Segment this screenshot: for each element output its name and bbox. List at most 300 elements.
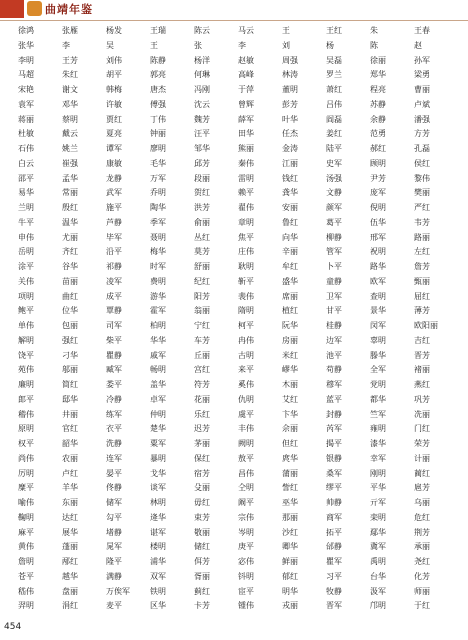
name-entry: 屈红 <box>414 291 430 301</box>
name-entry: 姚兰 <box>62 144 78 153</box>
name-entry: 庄伟 <box>238 247 254 257</box>
name-entry: 莫芳 <box>194 247 210 257</box>
name-entry: 堵静 <box>106 527 122 537</box>
name-entry: 樊丽 <box>414 188 430 198</box>
name-entry: 都华 <box>370 394 386 404</box>
name-entry: 保红 <box>194 453 210 463</box>
name-entry: 李 <box>62 40 70 50</box>
name-entry: 竺军 <box>370 409 386 419</box>
name-entry: 仲明 <box>150 409 166 419</box>
name-entry: 晋芳 <box>414 350 430 360</box>
name-entry: 乐红 <box>194 409 210 419</box>
name-entry: 台华 <box>370 571 386 581</box>
name-entry: 高峰 <box>238 70 254 80</box>
name-entry: 栾明 <box>370 512 386 522</box>
name-entry: 刁华 <box>62 350 78 360</box>
name-entry: 林涛 <box>282 70 298 80</box>
name-entry: 郁红 <box>282 571 298 581</box>
name-entry: 铁明 <box>150 586 166 596</box>
name-entry: 韩梅 <box>106 85 122 94</box>
name-entry: 曾辉 <box>238 99 254 109</box>
name-entry: 邓华 <box>62 99 78 109</box>
name-entry: 陈云 <box>194 26 210 35</box>
name-entry: 林明 <box>150 498 166 507</box>
name-entry: 柴平 <box>106 335 122 345</box>
name-entry: 佴芳 <box>194 557 210 566</box>
name-entry: 柯平 <box>238 321 254 330</box>
name-entry: 嵇伟 <box>18 586 34 596</box>
name-entry: 段丽 <box>194 173 210 183</box>
name-entry: 任杰 <box>282 129 298 139</box>
name-entry: 毛华 <box>150 158 166 168</box>
name-entry: 荆芳 <box>414 527 430 537</box>
name-entry: 简红 <box>62 380 78 389</box>
name-entry: 盛华 <box>282 276 298 286</box>
name-entry: 厉明 <box>18 468 34 478</box>
name-entry: 植红 <box>282 306 298 316</box>
name-entry: 谭军 <box>106 144 122 153</box>
name-entry: 傅强 <box>150 99 166 109</box>
name-entry: 车芳 <box>194 335 210 345</box>
name-entry: 隋明 <box>238 306 254 316</box>
name-entry: 鲍平 <box>18 306 34 316</box>
name-list-grid <box>18 24 454 616</box>
name-entry: 但红 <box>282 439 298 448</box>
name-entry: 岑明 <box>238 527 254 537</box>
name-entry: 金涛 <box>282 144 298 153</box>
name-entry: 易华 <box>18 188 34 198</box>
name-entry: 游华 <box>150 291 166 301</box>
name-entry: 魏芳 <box>194 114 210 124</box>
name-entry: 那丽 <box>282 512 298 522</box>
name-entry: 时军 <box>150 262 166 271</box>
name-entry: 瞿静 <box>106 350 122 360</box>
name-entry: 卿华 <box>282 542 298 552</box>
name-entry: 蔺红 <box>414 468 430 478</box>
name-entry: 洪芳 <box>194 203 210 212</box>
name-entry: 楼明 <box>150 542 166 552</box>
name-entry: 于红 <box>414 601 430 611</box>
name-entry: 邰静 <box>326 542 342 552</box>
name-entry: 宋艳 <box>18 85 34 94</box>
name-entry: 饶平 <box>18 350 34 360</box>
name-entry: 毕军 <box>106 232 122 242</box>
name-entry: 赵敏 <box>238 55 254 65</box>
name-entry: 祝明 <box>370 247 386 257</box>
name-entry: 牧静 <box>326 586 342 596</box>
name-entry: 殳丽 <box>194 483 210 493</box>
name-entry: 章明 <box>238 217 254 227</box>
name-entry: 梁勇 <box>414 70 430 80</box>
name-entry: 储红 <box>194 542 210 552</box>
name-entry: 沙红 <box>282 527 298 537</box>
name-entry: 单伟 <box>18 321 34 330</box>
name-entry: 朱 <box>370 26 378 35</box>
name-entry: 卞华 <box>282 409 298 419</box>
name-entry: 东丽 <box>62 498 78 507</box>
page-header <box>0 0 468 22</box>
name-entry: 解明 <box>18 335 34 345</box>
name-entry: 聂明 <box>150 232 166 242</box>
name-entry: 武军 <box>106 188 122 198</box>
name-entry: 谷华 <box>62 262 78 271</box>
name-entry: 辛丽 <box>282 247 298 257</box>
name-entry: 房丽 <box>282 335 298 345</box>
name-entry: 花丽 <box>194 394 210 404</box>
name-entry: 迟芳 <box>194 424 210 434</box>
name-entry: 颜军 <box>326 203 342 212</box>
name-entry: 贺红 <box>194 188 210 198</box>
name-entry: 岳明 <box>18 247 34 257</box>
name-entry: 安丽 <box>282 203 298 212</box>
name-entry: 庹华 <box>282 453 298 463</box>
name-entry: 尚伟 <box>18 453 34 463</box>
name-entry: 娄平 <box>106 380 122 389</box>
name-entry: 郎平 <box>18 394 34 404</box>
name-entry: 马超 <box>18 70 34 80</box>
name-entry: 朱红 <box>62 70 78 80</box>
name-entry: 邬丽 <box>62 365 78 375</box>
name-entry: 盘丽 <box>62 586 78 596</box>
name-entry: 文静 <box>326 188 342 198</box>
name-entry: 练军 <box>106 409 122 419</box>
name-entry: 戚军 <box>150 350 166 360</box>
name-entry: 明华 <box>282 586 298 596</box>
name-entry: 古明 <box>238 350 254 360</box>
name-entry: 鄢华 <box>370 527 386 537</box>
name-entry: 桑军 <box>326 468 342 478</box>
name-entry: 庞军 <box>370 188 386 198</box>
name-entry: 冉伟 <box>238 335 254 345</box>
yearbook-logo-icon <box>27 1 42 16</box>
name-entry: 陈静 <box>150 55 166 65</box>
header-color-band <box>0 0 24 18</box>
name-entry: 白云 <box>18 158 34 168</box>
name-entry: 康敏 <box>106 158 122 168</box>
name-entry: 关伟 <box>18 276 34 286</box>
name-entry: 萧红 <box>326 85 342 94</box>
name-entry: 计丽 <box>414 453 430 463</box>
name-entry: 宁红 <box>194 321 210 330</box>
name-entry: 门红 <box>414 424 430 434</box>
name-entry: 佘丽 <box>282 424 298 434</box>
name-entry: 焦平 <box>238 232 254 242</box>
name-entry: 严红 <box>414 203 430 212</box>
name-entry: 漆华 <box>370 439 386 448</box>
name-entry: 丛红 <box>194 232 210 242</box>
name-entry: 巫华 <box>282 498 298 507</box>
name-entry: 吕伟 <box>326 99 342 109</box>
name-entry: 位华 <box>62 306 78 316</box>
name-entry: 袁军 <box>18 99 34 109</box>
name-entry: 申伟 <box>18 232 34 242</box>
name-entry: 麻平 <box>18 527 34 537</box>
name-entry: 满静 <box>106 571 122 581</box>
name-entry: 赵 <box>414 40 422 50</box>
name-entry: 欧军 <box>370 276 386 286</box>
name-entry: 穆军 <box>326 380 342 389</box>
name-entry: 邱芳 <box>194 158 210 168</box>
name-entry: 滕华 <box>370 350 386 360</box>
name-entry: 温华 <box>62 217 78 227</box>
name-entry: 霍军 <box>150 306 166 316</box>
name-entry: 仇明 <box>238 394 254 404</box>
name-entry: 冷静 <box>106 394 122 404</box>
name-entry: 丰伟 <box>238 424 254 434</box>
name-entry: 叶华 <box>282 114 298 124</box>
name-entry: 沿平 <box>106 247 122 257</box>
name-entry: 靳平 <box>238 276 254 286</box>
name-entry: 刘 <box>282 40 290 50</box>
name-entry: 姜红 <box>326 129 342 139</box>
name-entry: 乌丽 <box>414 498 430 507</box>
name-entry: 龚华 <box>282 188 298 198</box>
name-entry: 韦芳 <box>414 217 430 227</box>
name-entry: 宗伟 <box>238 512 254 522</box>
name-entry: 常丽 <box>62 188 78 198</box>
name-entry: 殷红 <box>62 203 78 212</box>
name-entry: 宿芳 <box>194 468 210 478</box>
name-entry: 于萍 <box>238 85 254 94</box>
name-entry: 左红 <box>414 247 430 257</box>
name-entry: 盖华 <box>150 380 166 389</box>
name-entry: 沈云 <box>194 99 210 109</box>
name-entry: 彭芳 <box>282 99 298 109</box>
name-entry: 闵军 <box>370 321 386 330</box>
name-entry: 侯红 <box>414 158 430 168</box>
header-title: 曲靖年鉴 <box>45 3 93 16</box>
name-entry: 崔强 <box>62 158 78 168</box>
name-entry: 冯刚 <box>194 85 210 94</box>
name-entry: 涂平 <box>18 262 34 271</box>
name-entry: 韶华 <box>62 439 78 448</box>
name-entry: 路丽 <box>414 232 430 242</box>
name-entry: 银静 <box>326 453 342 463</box>
name-entry: 阙明 <box>238 439 254 448</box>
name-entry: 衣平 <box>106 424 122 434</box>
name-entry: 王瑞 <box>150 26 166 35</box>
name-entry: 原明 <box>18 424 34 434</box>
name-entry: 訾红 <box>282 483 298 493</box>
name-entry: 宓伟 <box>238 557 254 566</box>
name-entry: 李明 <box>18 55 34 65</box>
name-entry: 石伟 <box>18 144 34 153</box>
name-entry: 符芳 <box>194 380 210 389</box>
name-entry: 杨 <box>326 40 334 50</box>
name-entry: 杜敏 <box>18 129 34 139</box>
name-entry: 耿明 <box>238 262 254 271</box>
name-entry: 倪明 <box>370 203 386 212</box>
name-entry: 黄伟 <box>18 542 34 552</box>
name-entry: 粟军 <box>150 439 166 448</box>
name-entry: 师丽 <box>414 586 430 596</box>
name-entry: 费明 <box>150 276 166 286</box>
name-entry: 洗静 <box>106 439 122 448</box>
name-entry: 纪红 <box>194 276 210 286</box>
name-entry: 敖平 <box>238 453 254 463</box>
name-entry: 陈 <box>370 40 378 50</box>
name-entry: 卫军 <box>326 291 342 301</box>
name-entry: 全军 <box>370 365 386 375</box>
name-entry: 罗兰 <box>326 70 342 80</box>
name-entry: 权平 <box>18 439 34 448</box>
name-entry: 敬丽 <box>194 527 210 537</box>
name-entry: 化芳 <box>414 571 430 581</box>
name-entry: 羊华 <box>62 483 78 493</box>
name-entry: 尧红 <box>414 557 430 566</box>
name-entry: 楚华 <box>150 424 166 434</box>
name-entry: 帅静 <box>326 498 342 507</box>
name-entry: 舒丽 <box>194 262 210 271</box>
name-entry: 勾平 <box>106 512 122 522</box>
name-entry: 危红 <box>414 512 430 522</box>
name-entry: 司军 <box>106 321 122 330</box>
name-entry: 芦静 <box>106 217 122 227</box>
name-entry: 向华 <box>282 232 298 242</box>
name-entry: 吴磊 <box>326 55 342 65</box>
name-entry: 胥丽 <box>194 571 210 581</box>
name-entry: 钭明 <box>238 571 254 581</box>
name-entry: 储军 <box>106 498 122 507</box>
name-entry: 胡平 <box>106 70 122 80</box>
name-entry: 查明 <box>370 291 386 301</box>
name-entry: 王红 <box>326 26 342 35</box>
name-entry: 钟丽 <box>150 129 166 139</box>
name-entry: 黎伟 <box>414 173 430 183</box>
name-entry: 何琳 <box>194 70 210 80</box>
name-entry: 苗丽 <box>62 276 78 286</box>
name-entry: 王 <box>150 40 158 50</box>
name-entry: 宦平 <box>238 586 254 596</box>
name-entry: 曹丽 <box>414 85 430 94</box>
name-entry: 成平 <box>106 291 122 301</box>
name-entry: 戎丽 <box>282 601 298 611</box>
name-entry: 兰明 <box>18 203 34 212</box>
name-entry: 雷明 <box>238 173 254 183</box>
name-entry: 谌军 <box>150 527 166 537</box>
name-entry: 吉红 <box>414 335 430 345</box>
name-entry: 蓝平 <box>326 394 342 404</box>
name-entry: 锺伟 <box>238 601 254 611</box>
name-entry: 暴明 <box>150 453 166 463</box>
name-entry: 龙静 <box>106 173 122 183</box>
name-entry: 幸军 <box>370 453 386 463</box>
name-entry: 尤丽 <box>62 232 78 242</box>
page-number: 454 <box>4 622 22 632</box>
name-entry: 谢文 <box>62 85 78 94</box>
name-entry: 项明 <box>18 291 34 301</box>
name-entry: 井丽 <box>62 409 78 419</box>
name-entry: 李 <box>238 40 246 50</box>
name-entry: 燕红 <box>414 380 430 389</box>
name-entry: 隆平 <box>106 557 122 566</box>
name-entry: 邝明 <box>370 601 386 611</box>
name-entry: 柳静 <box>326 232 342 242</box>
name-entry: 亓军 <box>370 498 386 507</box>
name-entry: 薄芳 <box>414 306 430 316</box>
name-entry: 丘丽 <box>194 350 210 360</box>
name-entry: 许敏 <box>106 99 122 109</box>
name-entry: 詹明 <box>18 557 34 566</box>
name-entry: 鲁红 <box>282 217 298 227</box>
name-entry: 臧军 <box>106 365 122 375</box>
name-entry: 稽伟 <box>18 409 34 419</box>
name-entry: 王芳 <box>62 55 78 65</box>
name-entry: 甘平 <box>326 306 342 316</box>
name-entry: 戈华 <box>150 468 166 478</box>
name-entry: 顾明 <box>370 158 386 168</box>
name-entry: 浦华 <box>150 557 166 566</box>
name-entry: 卓军 <box>150 394 166 404</box>
name-entry: 裴伟 <box>238 291 254 301</box>
name-entry: 余静 <box>370 114 386 124</box>
name-entry: 廉明 <box>18 380 34 389</box>
name-entry: 张雁 <box>62 26 78 35</box>
name-entry: 程亮 <box>370 85 386 94</box>
name-entry: 农丽 <box>62 453 78 463</box>
name-entry: 晋军 <box>326 601 342 611</box>
name-entry: 徐丽 <box>370 55 386 65</box>
name-entry: 茅丽 <box>194 439 210 448</box>
name-entry: 张 <box>194 40 202 50</box>
name-entry: 陶华 <box>150 203 166 212</box>
name-entry: 鲜丽 <box>282 557 298 566</box>
name-entry: 徐鸿 <box>18 26 34 35</box>
name-entry: 万俟军 <box>106 586 130 596</box>
name-entry: 史军 <box>326 158 342 168</box>
name-entry: 糜平 <box>18 483 34 493</box>
name-entry: 嵺华 <box>282 365 298 375</box>
name-entry: 王春 <box>414 26 430 35</box>
name-entry: 董明 <box>282 85 298 94</box>
name-entry: 毋红 <box>194 498 210 507</box>
name-entry: 阳芳 <box>194 291 210 301</box>
name-entry: 翁丽 <box>194 306 210 316</box>
name-entry: 蓟红 <box>194 586 210 596</box>
name-entry: 唐杰 <box>150 85 166 94</box>
name-entry: 涓红 <box>62 601 78 611</box>
name-entry: 方芳 <box>414 129 430 139</box>
name-entry: 席丽 <box>282 291 298 301</box>
name-entry: 童静 <box>326 276 342 286</box>
name-entry: 刘伟 <box>106 55 122 65</box>
name-entry: 蔡明 <box>62 114 78 124</box>
name-entry: 卢红 <box>62 468 78 478</box>
name-entry: 辜明 <box>370 335 386 345</box>
name-entry: 虞平 <box>238 409 254 419</box>
header-divider <box>0 20 468 21</box>
name-entry: 邸华 <box>62 394 78 404</box>
name-entry: 邹华 <box>194 144 210 153</box>
name-entry: 晏平 <box>106 468 122 478</box>
name-entry: 华华 <box>150 335 166 345</box>
name-entry: 巩芳 <box>414 394 430 404</box>
name-entry: 景华 <box>370 306 386 316</box>
name-entry: 汲军 <box>370 586 386 596</box>
name-entry: 曲红 <box>62 291 78 301</box>
name-entry: 伍华 <box>370 217 386 227</box>
name-entry: 雍明 <box>370 424 386 434</box>
name-entry: 赖平 <box>238 188 254 198</box>
name-entry: 强红 <box>62 335 78 345</box>
name-entry: 刚明 <box>370 468 386 478</box>
name-entry: 党明 <box>370 380 386 389</box>
name-entry: 张华 <box>18 40 34 50</box>
name-entry: 商军 <box>326 512 342 522</box>
name-entry: 谈军 <box>150 483 166 493</box>
name-entry: 卡芳 <box>194 601 210 611</box>
name-entry: 欧阳丽 <box>414 321 438 330</box>
